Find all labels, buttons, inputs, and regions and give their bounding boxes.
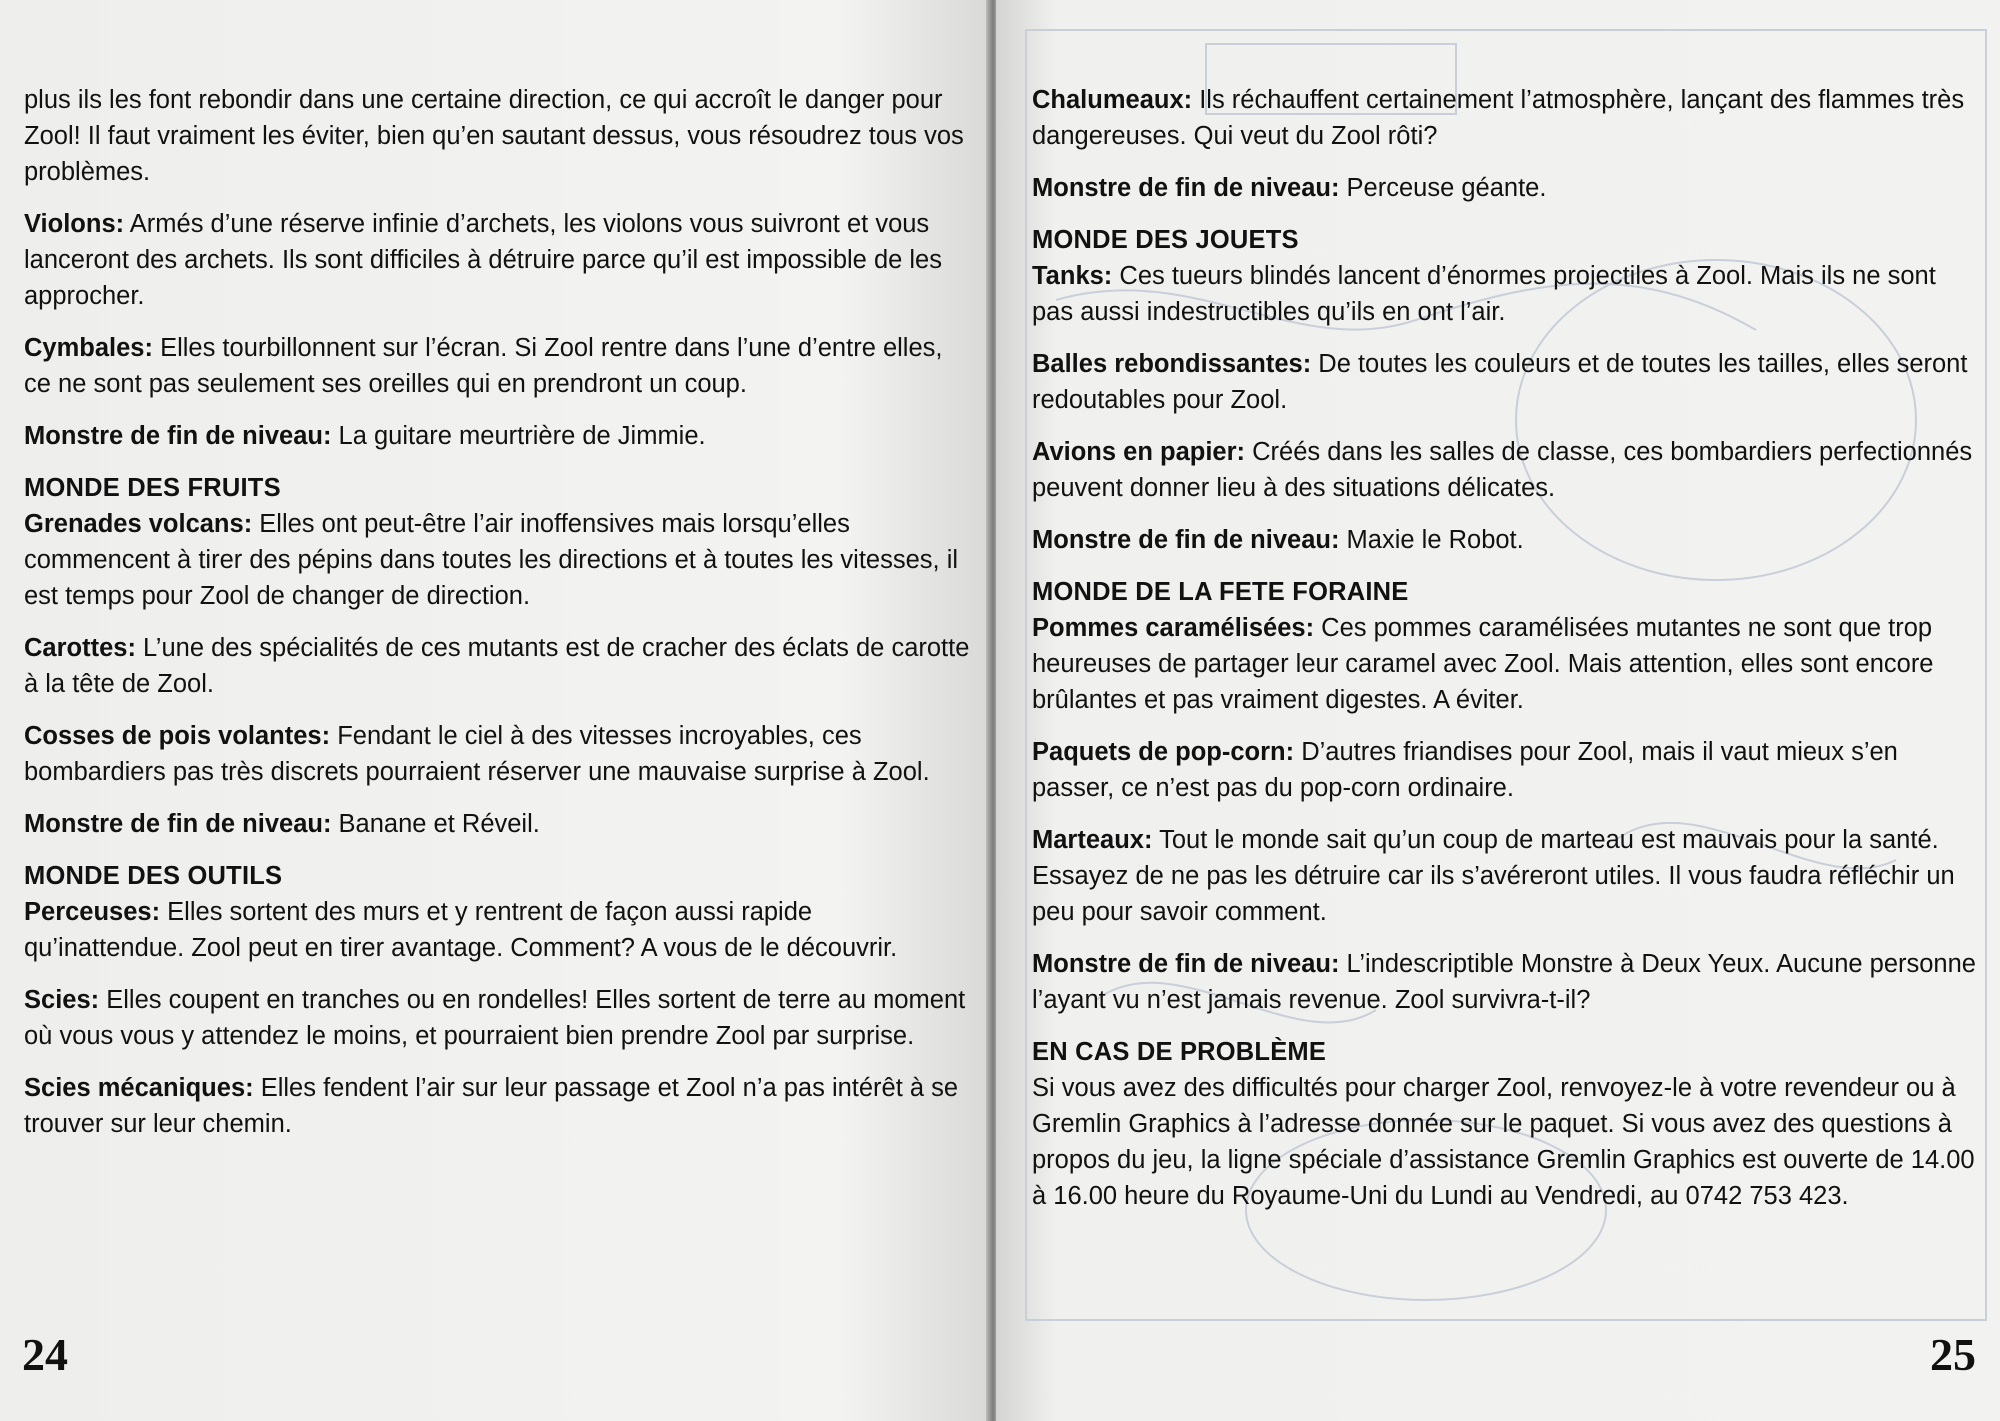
text-paragraph — [24, 506, 974, 614]
entry-term: Scies: — [24, 986, 100, 1014]
entry-text: Tout le monde sait qu’un coup de marteau est mauvais pour la santé. Essayez de ne pas les détruire car ils s’avéreront utiles. Il vous faudra réfléchir un peu pour savoir comment. — [1032, 826, 1955, 926]
entry-term: Monstre de fin de niveau: — [1032, 950, 1340, 978]
entry-term: Monstre de fin de niveau: — [1032, 526, 1340, 554]
entry-text: L’indescriptible Monstre à Deux Yeux. Aucune personne l’ayant vu n’est jamais revenue. Zool survivra-t-il? — [1032, 950, 1976, 1014]
text-paragraph — [24, 418, 974, 454]
section-heading: MONDE DES OUTILS — [24, 862, 283, 890]
entry-text: Armés d’une réserve infinie d’archets, les violons vous suivront et vous lanceront des archets. Ils sont difficiles à détruire parce qu’il est impossible de les approcher. — [24, 210, 942, 310]
left-page — [0, 0, 990, 1421]
entry-text: Ces tueurs blindés lancent d’énormes projectiles à Zool. Mais ils ne sont pas aussi indestructibles qu’ils en ont l’air. — [1032, 262, 1936, 326]
page-number-left: 24 — [22, 1329, 68, 1380]
entry-term: Balles rebondissantes: — [1032, 350, 1312, 378]
entry-term: Marteaux: — [1032, 826, 1153, 854]
entry-text: Banane et Réveil. — [331, 810, 540, 838]
entry-text: plus ils les font rebondir dans une certaine direction, ce qui accroît le danger pour Zool! Il faut vraiment les éviter, bien qu’en sautant dessus, vous résoudrez tous vos problèmes. — [24, 86, 964, 186]
entry-term: Cymbales: — [24, 334, 153, 362]
entry-text: Elles coupent en tranches ou en rondelles! Elles sortent de terre au moment où vous vous y attendez le moins, et pourraient bien prendre Zool par surprise. — [24, 986, 966, 1050]
section-heading: EN CAS DE PROBLÈME — [1032, 1038, 1327, 1066]
entry-text: Maxie le Robot. — [1339, 526, 1524, 554]
entry-term: Monstre de fin de niveau: — [1032, 174, 1340, 202]
entry-term: Tanks: — [1032, 262, 1113, 290]
entry-term: Paquets de pop-corn: — [1032, 738, 1295, 766]
section-heading: MONDE DES FRUITS — [24, 474, 281, 502]
text-paragraph — [1032, 82, 1977, 154]
right-page — [996, 0, 2000, 1421]
section-heading: MONDE DE LA FETE FORAINE — [1032, 578, 1409, 606]
entry-text: D’autres friandises pour Zool, mais il vaut mieux s’en passer, ce n’est pas du pop-corn ordinaire. — [1032, 738, 1898, 802]
entry-term: Carottes: — [24, 634, 136, 662]
entry-text: Elles tourbillonnent sur l’écran. Si Zool rentre dans l’une d’entre elles, ce ne sont pas seulement ses oreilles qui en prendront un coup. — [24, 334, 943, 398]
text-paragraph — [24, 982, 974, 1054]
entry-term: Cosses de pois volantes: — [24, 722, 331, 750]
entry-text: Ces pommes caramélisées mutantes ne sont que trop heureuses de partager leur caramel avec Zool. Mais attention, elles sont encore brûlantes et pas vraiment digestes. A éviter. — [1032, 614, 1934, 714]
left-page-text-column — [24, 82, 974, 1158]
text-paragraph — [1032, 258, 1977, 330]
section-heading: MONDE DES JOUETS — [1032, 226, 1299, 254]
entry-text: Ils réchauffent certainement l’atmosphère, lançant des flammes très dangereuses. Qui veut du Zool rôti? — [1032, 86, 1965, 150]
text-paragraph — [1032, 1070, 1977, 1214]
text-paragraph — [1032, 522, 1977, 558]
entry-text: Elles fendent l’air sur leur passage et Zool n’a pas intérêt à se trouver sur leur chemin. — [24, 1074, 959, 1138]
entry-term: Perceuses: — [24, 898, 161, 926]
entry-text: Fendant le ciel à des vitesses incroyables, ces bombardiers pas très discrets pourraient réserver une mauvaise surprise à Zool. — [24, 722, 930, 786]
text-paragraph — [24, 718, 974, 790]
page-number-right: 25 — [1930, 1329, 1976, 1380]
text-paragraph — [1032, 734, 1977, 806]
text-paragraph — [24, 82, 974, 190]
entry-term: Violons: — [24, 210, 125, 238]
entry-text: La guitare meurtrière de Jimmie. — [331, 422, 706, 450]
text-paragraph — [24, 806, 974, 842]
right-page-text-column — [1032, 82, 1977, 1230]
entry-text: Créés dans les salles de classe, ces bombardiers perfectionnés peuvent donner lieu à des situations délicates. — [1032, 438, 1973, 502]
text-paragraph — [1032, 346, 1977, 418]
text-paragraph — [24, 206, 974, 314]
entry-text: L’une des spécialités de ces mutants est de cracher des éclats de carotte à la tête de Zool. — [24, 634, 970, 698]
entry-term: Grenades volcans: — [24, 510, 253, 538]
text-paragraph — [1032, 610, 1977, 718]
entry-text: Elles ont peut-être l’air inoffensives mais lorsqu’elles commencent à tirer des pépins dans toutes les directions et à toutes les vitesses, il est temps pour Zool de changer de direction. — [24, 510, 959, 610]
entry-term: Monstre de fin de niveau: — [24, 422, 332, 450]
entry-text: Si vous avez des difficultés pour charger Zool, renvoyez-le à votre revendeur ou à Gremlin Graphics à l’adresse donnée sur le paquet. Si vous avez des questions à propos du jeu, la ligne spéciale d’assistance Gremlin Graphics est ouverte de 14.00 à 16.00 heure du Royaume-Uni du Lundi au Vendredi, au 0742 753 423. — [1032, 1074, 1975, 1210]
text-paragraph — [24, 894, 974, 966]
text-paragraph — [1032, 170, 1977, 206]
text-paragraph — [1032, 822, 1977, 930]
entry-term: Avions en papier: — [1032, 438, 1246, 466]
entry-text: Elles sortent des murs et y rentrent de façon aussi rapide qu’inattendue. Zool peut en tirer avantage. Comment? A vous de le découvrir. — [24, 898, 898, 962]
entry-term: Pommes caramélisées: — [1032, 614, 1315, 642]
entry-term: Monstre de fin de niveau: — [24, 810, 332, 838]
entry-term: Scies mécaniques: — [24, 1074, 254, 1102]
entry-text: Perceuse géante. — [1339, 174, 1547, 202]
entry-term: Chalumeaux: — [1032, 86, 1193, 114]
text-paragraph — [24, 630, 974, 702]
text-paragraph — [1032, 434, 1977, 506]
entry-text: De toutes les couleurs et de toutes les tailles, elles seront redoutables pour Zool. — [1032, 350, 1968, 414]
text-paragraph — [24, 1070, 974, 1142]
text-paragraph — [1032, 946, 1977, 1018]
text-paragraph — [24, 330, 974, 402]
